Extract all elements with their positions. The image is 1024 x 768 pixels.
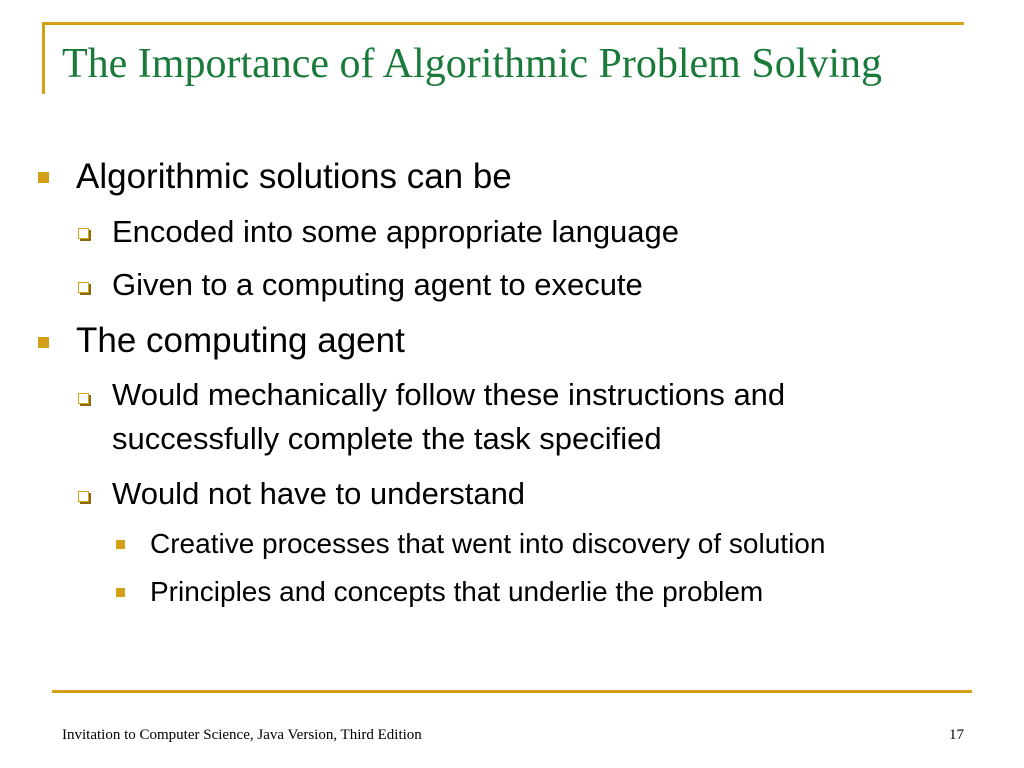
bullet-small-square-icon — [116, 588, 125, 597]
bullet-level3-item: Creative processes that went into discovery of solution — [150, 528, 826, 559]
bullet-level1-item: The computing agent — [76, 321, 405, 360]
title-frame-left-rule — [42, 22, 45, 94]
footer-rule — [52, 690, 972, 693]
bullet-outline-square-icon — [78, 282, 89, 293]
bullet-outline-square-icon — [78, 393, 89, 404]
bullet-square-icon — [38, 172, 49, 183]
bullet-level2-item-line1: Would mechanically follow these instructions and — [112, 377, 786, 412]
bullet-level2-item-line2: successfully complete the task specified — [112, 421, 662, 456]
bullet-level2-item: Would not have to understand — [112, 476, 526, 511]
bullet-level2-item: Encoded into some appropriate language — [112, 214, 680, 249]
bullet-small-square-icon — [116, 540, 125, 549]
bullet-outline-square-icon — [78, 491, 89, 502]
bullet-outline-square-icon — [78, 228, 89, 239]
slide-title: The Importance of Algorithmic Problem Solving — [62, 41, 883, 87]
footer-text: Invitation to Computer Science, Java Version, Third Edition — [62, 727, 422, 743]
page-number: 17 — [949, 727, 964, 743]
bullet-level1-item: Algorithmic solutions can be — [76, 157, 512, 196]
bullet-square-icon — [38, 337, 49, 348]
bullet-level3-item: Principles and concepts that underlie the problem — [150, 576, 764, 607]
bullet-level2-item: Given to a computing agent to execute — [112, 267, 643, 302]
title-frame-top-rule — [42, 22, 964, 25]
